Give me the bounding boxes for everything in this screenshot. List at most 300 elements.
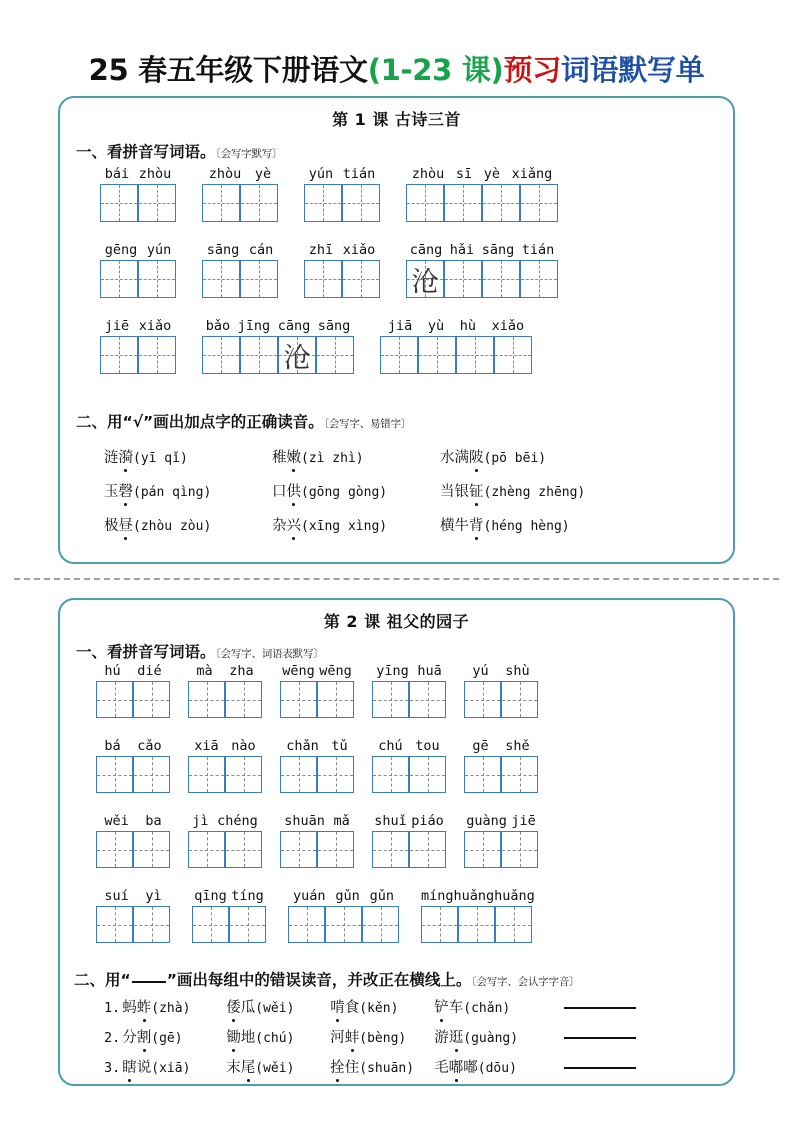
character-grid (280, 831, 354, 868)
pinyin-syllable: hú (104, 663, 121, 679)
grid-cell-empty[interactable] (133, 681, 170, 718)
pinyin-label (372, 663, 446, 680)
grid-cell-empty[interactable] (280, 756, 317, 793)
grid-cell-empty[interactable] (202, 336, 240, 374)
lesson1-choice-row-2 (104, 480, 608, 501)
lesson1-exercise1-label: 一、看拼音写词语。 (76, 143, 216, 161)
lesson2-word-row-3 (96, 813, 538, 868)
pinyin-label (188, 663, 262, 680)
character-grid (96, 681, 170, 718)
word-text: 住 (344, 1060, 360, 1076)
character-grid (406, 260, 558, 298)
reading-choice-item[interactable] (440, 480, 608, 501)
grid-cell-empty[interactable] (280, 681, 317, 718)
pinyin-word-group (421, 888, 535, 943)
dotted-character: 锄 (226, 1026, 241, 1047)
pinyin-syllable: nào (231, 738, 256, 754)
pinyin-syllable: hù (459, 318, 477, 334)
grid-cell-empty[interactable] (464, 831, 501, 868)
item-number: 2. (104, 1030, 121, 1046)
dotted-character: 漪 (119, 446, 134, 467)
word-text: 杂 (272, 518, 287, 534)
pinyin-label (288, 888, 399, 905)
lesson2-correction-row-3 (104, 1056, 636, 1077)
word-text: 稚 (272, 450, 287, 466)
grid-cell-empty[interactable] (501, 756, 538, 793)
word-text: 涟 (104, 450, 119, 466)
grid-cell-empty[interactable] (280, 831, 317, 868)
dotted-character: 铲 (434, 996, 449, 1017)
grid-cell-empty[interactable] (501, 681, 538, 718)
character-grid (406, 184, 558, 222)
pinyin-options[interactable]: (zhòu zòu) (133, 519, 212, 534)
character-grid (464, 756, 538, 793)
lesson1-exercise1-tag: 〔会写字默写〕 (215, 148, 283, 160)
character-grid (96, 831, 170, 868)
grid-cell-empty[interactable] (188, 681, 225, 718)
reading-choice-item[interactable] (122, 1026, 226, 1047)
character-grid (96, 756, 170, 793)
pinyin-syllable: jiā (387, 318, 413, 334)
pinyin-word-group (464, 738, 538, 793)
reading-choice-item[interactable] (122, 1056, 226, 1077)
lesson2-exercise2-heading (74, 968, 579, 990)
grid-cell-empty[interactable] (421, 906, 458, 943)
pinyin-word-group (96, 813, 170, 868)
pinyin-label (202, 242, 278, 259)
character-grid (202, 336, 354, 374)
grid-cell-empty[interactable] (96, 906, 133, 943)
pinyin-syllable: zhòu (138, 166, 172, 182)
pinyin-reading: (chú) (255, 1031, 295, 1046)
reading-choice-item[interactable] (440, 514, 608, 535)
pinyin-word-group (304, 166, 380, 222)
grid-cell-empty[interactable] (225, 681, 262, 718)
grid-cell-filled[interactable] (278, 336, 316, 374)
word-text: 玉 (104, 484, 119, 500)
lesson-1-card (58, 96, 735, 564)
grid-cell-empty[interactable] (494, 336, 532, 374)
word-text: 游 (434, 1030, 449, 1046)
pinyin-reading: (wěi) (255, 1061, 295, 1076)
pinyin-label (96, 738, 170, 755)
grid-cell-empty[interactable] (192, 906, 229, 943)
pinyin-syllable: qīng (194, 888, 227, 904)
pinyin-label (100, 166, 176, 183)
grid-cell-empty[interactable] (409, 681, 446, 718)
pinyin-syllable: bá (104, 738, 121, 754)
reading-choice-item[interactable] (434, 1056, 564, 1077)
lesson2-exercise1-tag: 〔会写字、词语表默写〕 (215, 648, 324, 660)
reading-choice-item[interactable] (330, 1026, 434, 1047)
pinyin-syllable: piáo (411, 813, 444, 829)
word-text: 水满 (440, 450, 469, 466)
pinyin-syllable: xiǎo (342, 242, 376, 258)
dotted-character: 逛 (449, 1026, 464, 1047)
pinyin-syllable: shuǐ (374, 813, 407, 829)
pinyin-syllable: cǎo (137, 738, 162, 754)
grid-cell-empty[interactable] (409, 831, 446, 868)
word-text: 极 (104, 518, 119, 534)
pinyin-word-group (372, 663, 446, 718)
pinyin-syllable: sāng (206, 242, 240, 258)
lesson1-exercise1-heading (76, 140, 282, 162)
reading-choice-item[interactable] (104, 514, 272, 535)
pinyin-word-group (96, 663, 170, 718)
answer-blank[interactable] (564, 1037, 636, 1039)
pinyin-syllable: zhī (308, 242, 334, 258)
grid-cell-empty[interactable] (133, 906, 170, 943)
grid-cell-empty[interactable] (138, 260, 176, 298)
pinyin-reading: (shuān) (359, 1061, 415, 1076)
grid-cell-empty[interactable] (100, 184, 138, 222)
pinyin-label (406, 242, 558, 259)
lesson2-word-row-4 (96, 888, 535, 943)
pinyin-word-group (280, 813, 354, 868)
word-text: 蚂 (122, 1000, 137, 1016)
grid-cell-empty[interactable] (202, 260, 240, 298)
lesson1-choice-row-3 (104, 514, 608, 535)
pinyin-syllable: gēng (104, 242, 138, 258)
grid-cell-empty[interactable] (380, 336, 418, 374)
reading-choice-item[interactable] (226, 1026, 330, 1047)
section-divider (14, 578, 779, 580)
pinyin-syllable: bái (104, 166, 130, 182)
pinyin-syllable: shě (505, 738, 530, 754)
reading-choice-item[interactable] (440, 446, 608, 467)
reading-choice-item[interactable] (434, 1026, 564, 1047)
grid-cell-empty[interactable] (240, 260, 278, 298)
pinyin-syllable: guàng (466, 813, 507, 829)
grid-cell-empty[interactable] (482, 260, 520, 298)
pinyin-options[interactable]: (yī qǐ) (133, 451, 188, 466)
character-grid (192, 906, 266, 943)
pinyin-word-group (406, 166, 558, 222)
pinyin-word-group (202, 242, 278, 298)
reading-choice-item[interactable] (104, 446, 272, 467)
grid-cell-filled[interactable] (406, 260, 444, 298)
pinyin-label (192, 888, 266, 905)
lesson2-exercise1-heading (76, 640, 324, 662)
character-grid (188, 756, 262, 793)
pinyin-syllable: dié (137, 663, 162, 679)
word-text: 车 (448, 1000, 464, 1016)
pinyin-label (372, 738, 446, 755)
word-text: 食 (344, 1000, 360, 1016)
grid-cell-empty[interactable] (188, 756, 225, 793)
grid-cell-empty[interactable] (372, 681, 409, 718)
pinyin-syllable: cāng (409, 242, 443, 258)
word-text: 口 (272, 484, 287, 500)
lesson-1-heading: 第 1 课 古诗三首 (332, 110, 461, 129)
dotted-character: 供 (287, 480, 302, 501)
pinyin-syllable: shù (505, 663, 530, 679)
pinyin-syllable: huǎng (494, 888, 535, 904)
pinyin-syllable: yún (308, 166, 334, 182)
pinyin-label (372, 813, 446, 830)
character-grid (304, 260, 380, 298)
pinyin-syllable: yè (254, 166, 272, 182)
pinyin-options[interactable]: (zì zhì) (301, 451, 364, 466)
word-text: 河 (330, 1030, 345, 1046)
pinyin-syllable: zhòu (208, 166, 242, 182)
pinyin-syllable: wěi (104, 813, 129, 829)
grid-cell-empty[interactable] (225, 831, 262, 868)
reading-choice-item[interactable] (272, 480, 440, 501)
lesson2-exercise1-label: 一、看拼音写词语。 (76, 643, 216, 661)
pinyin-reading: (kěn) (359, 1001, 399, 1016)
pinyin-word-group (192, 888, 266, 943)
grid-cell-empty[interactable] (520, 184, 558, 222)
grid-cell-empty[interactable] (418, 336, 456, 374)
grid-cell-empty[interactable] (444, 260, 482, 298)
grid-cell-empty[interactable] (406, 184, 444, 222)
pinyin-syllable: chǎn (286, 738, 319, 754)
pinyin-syllable: cán (248, 242, 274, 258)
lesson1-exercise2-tag: 〔会写字、易错字〕 (323, 418, 412, 430)
lesson2-exercise2-label-b: ”画出每组中的错误读音，并改正在横线上。 (166, 971, 472, 989)
pinyin-syllable: sāng (481, 242, 515, 258)
character-grid (188, 681, 262, 718)
grid-cell-empty[interactable] (96, 681, 133, 718)
pinyin-label (96, 813, 170, 830)
dotted-character: 倭 (226, 996, 241, 1017)
pinyin-label (96, 888, 170, 905)
lesson1-word-row-2 (100, 242, 558, 298)
pinyin-word-group (406, 242, 558, 298)
pinyin-syllable: mǎ (333, 813, 350, 829)
pinyin-label (202, 166, 278, 183)
pinyin-word-group (96, 888, 170, 943)
character-grid (280, 756, 354, 793)
reading-choice-item[interactable] (272, 446, 440, 467)
grid-cell-empty[interactable] (317, 756, 354, 793)
grid-cell-empty[interactable] (188, 831, 225, 868)
pinyin-syllable: xiǎo (491, 318, 525, 334)
pinyin-word-group (280, 663, 354, 718)
lesson1-exercise2-heading (76, 410, 411, 432)
check-mark-glyph: “√” (122, 413, 154, 431)
pinyin-syllable: shuān (284, 813, 325, 829)
grid-cell-empty[interactable] (133, 831, 170, 868)
character-grid (100, 336, 176, 374)
pinyin-syllable: yīng (376, 663, 409, 679)
lesson2-word-row-2 (96, 738, 538, 793)
grid-cell-empty[interactable] (96, 756, 133, 793)
pinyin-options[interactable]: (gōng gòng) (301, 485, 388, 500)
reading-choice-item[interactable] (272, 514, 440, 535)
grid-cell-empty[interactable] (409, 756, 446, 793)
grid-cell-empty[interactable] (100, 260, 138, 298)
word-text: 嘟 (463, 1060, 478, 1076)
pinyin-reading: (guàng) (463, 1031, 519, 1046)
dotted-character: 嫩 (287, 446, 302, 467)
grid-cell-empty[interactable] (317, 681, 354, 718)
pinyin-syllable: jīng (237, 318, 271, 334)
pinyin-options[interactable]: (pán qìng) (133, 485, 212, 500)
grid-cell-empty[interactable] (202, 184, 240, 222)
pinyin-syllable: yún (146, 242, 172, 258)
lesson2-correction-row-1 (104, 996, 636, 1017)
pinyin-syllable: jiē (104, 318, 130, 334)
pinyin-label (96, 663, 170, 680)
grid-cell-empty[interactable] (362, 906, 399, 943)
grid-cell-empty[interactable] (495, 906, 532, 943)
lesson1-word-row-3 (100, 318, 532, 374)
grid-cell-empty[interactable] (96, 831, 133, 868)
grid-cell-empty[interactable] (464, 756, 501, 793)
dotted-character: 割 (137, 1026, 152, 1047)
grid-cell-empty[interactable] (464, 681, 501, 718)
pinyin-reading: (xiā) (151, 1061, 191, 1076)
reading-choice-item[interactable] (104, 480, 272, 501)
pinyin-syllable: xiā (194, 738, 219, 754)
lesson1-exercise2-label-a: 二、用 (76, 413, 123, 431)
word-text: 横牛 (440, 518, 469, 534)
pinyin-label (304, 166, 380, 183)
reading-choice-item[interactable] (330, 996, 434, 1017)
pinyin-label (421, 888, 535, 905)
pinyin-word-group (96, 738, 170, 793)
pinyin-options[interactable]: (xīng xìng) (301, 519, 388, 534)
pinyin-word-group (202, 318, 354, 374)
pinyin-syllable: jiē (511, 813, 536, 829)
pinyin-syllable: xiǎng (511, 166, 553, 182)
grid-cell-empty[interactable] (304, 260, 342, 298)
grid-cell-empty[interactable] (304, 184, 342, 222)
lesson-2-heading: 第 2 课 祖父的园子 (323, 612, 470, 631)
grid-cell-empty[interactable] (520, 260, 558, 298)
grid-cell-empty[interactable] (229, 906, 266, 943)
lesson2-exercise2-quote-open: “ (120, 971, 131, 989)
pinyin-options[interactable]: (héng hèng) (483, 519, 570, 534)
pinyin-word-group (100, 242, 176, 298)
grid-cell-empty[interactable] (325, 906, 362, 943)
pinyin-syllable: zhòu (411, 166, 445, 182)
grid-cell-empty[interactable] (138, 184, 176, 222)
grid-cell-empty[interactable] (501, 831, 538, 868)
pinyin-syllable: wēng (282, 663, 315, 679)
dotted-character: 啃 (330, 996, 345, 1017)
pinyin-syllable: tǔ (331, 738, 348, 754)
pinyin-syllable: sāng (317, 318, 351, 334)
dotted-character: 拴 (330, 1056, 345, 1077)
grid-cell-empty[interactable] (240, 184, 278, 222)
lesson-2-card (58, 598, 735, 1086)
pinyin-syllable: chú (378, 738, 403, 754)
lesson2-exercise2-label-a: 二、用 (74, 971, 121, 989)
word-text: 末 (226, 1060, 241, 1076)
grid-cell-empty[interactable] (342, 260, 380, 298)
pinyin-syllable: tián (521, 242, 555, 258)
word-text: 说 (136, 1060, 152, 1076)
lesson2-correction-row-2 (104, 1026, 636, 1047)
pinyin-label (380, 318, 532, 335)
pinyin-label (464, 738, 538, 755)
answer-blank[interactable] (564, 1007, 636, 1009)
prefilled-character: 沧 (283, 342, 311, 374)
reading-choice-item[interactable] (226, 1056, 330, 1077)
reading-choice-item[interactable] (122, 996, 226, 1017)
word-text: 地 (240, 1030, 256, 1046)
pinyin-syllable: yú (472, 663, 489, 679)
character-grid (304, 184, 380, 222)
pinyin-syllable: jì (192, 813, 209, 829)
reading-choice-item[interactable] (434, 996, 564, 1017)
answer-blank[interactable] (564, 1067, 636, 1069)
reading-choice-item[interactable] (226, 996, 330, 1017)
pinyin-syllable: míng (421, 888, 454, 904)
reading-choice-item[interactable] (330, 1056, 434, 1077)
dotted-character: 蚌 (345, 1026, 360, 1047)
grid-cell-empty[interactable] (138, 336, 176, 374)
grid-cell-empty[interactable] (372, 756, 409, 793)
pinyin-word-group (464, 813, 538, 868)
pinyin-label (280, 813, 354, 830)
pinyin-word-group (372, 738, 446, 793)
grid-cell-empty[interactable] (458, 906, 495, 943)
grid-cell-empty[interactable] (133, 756, 170, 793)
grid-cell-empty[interactable] (456, 336, 494, 374)
character-grid (188, 831, 262, 868)
pinyin-syllable: yè (483, 166, 500, 182)
grid-cell-empty[interactable] (225, 756, 262, 793)
character-grid (96, 906, 170, 943)
pinyin-word-group (100, 318, 176, 374)
pinyin-syllable: tián (342, 166, 376, 182)
pinyin-options[interactable]: (zhèng zhēng) (483, 485, 586, 500)
word-text: 分 (122, 1030, 137, 1046)
pinyin-syllable: bǎo (205, 318, 231, 334)
dotted-character: 磬 (119, 480, 134, 501)
grid-cell-empty[interactable] (288, 906, 325, 943)
grid-cell-empty[interactable] (317, 831, 354, 868)
lesson1-choice-row-1 (104, 446, 608, 467)
pinyin-label (188, 738, 262, 755)
pinyin-word-group (288, 888, 399, 943)
lesson1-word-row-1 (100, 166, 558, 222)
character-grid (280, 681, 354, 718)
pinyin-syllable: yì (145, 888, 162, 904)
grid-cell-empty[interactable] (342, 184, 380, 222)
pinyin-label (304, 242, 380, 259)
pinyin-word-group (464, 663, 538, 718)
pinyin-label (202, 318, 354, 335)
character-grid (372, 681, 446, 718)
pinyin-options[interactable]: (pō bēi) (483, 451, 547, 466)
pinyin-syllable: tíng (231, 888, 264, 904)
character-grid (202, 184, 278, 222)
grid-cell-empty[interactable] (240, 336, 278, 374)
prefilled-character: 沧 (411, 266, 439, 298)
grid-cell-empty[interactable] (444, 184, 482, 222)
pinyin-word-group (380, 318, 532, 374)
character-grid (202, 260, 278, 298)
pinyin-syllable: suí (104, 888, 129, 904)
character-grid (288, 906, 399, 943)
pinyin-word-group (188, 663, 262, 718)
pinyin-word-group (304, 242, 380, 298)
character-grid (100, 260, 176, 298)
grid-cell-empty[interactable] (482, 184, 520, 222)
pinyin-syllable: tou (415, 738, 440, 754)
grid-cell-empty[interactable] (100, 336, 138, 374)
grid-cell-empty[interactable] (372, 831, 409, 868)
pinyin-syllable: hǎi (449, 242, 475, 258)
grid-cell-empty[interactable] (316, 336, 354, 374)
pinyin-syllable: gǔn (335, 888, 360, 904)
pinyin-reading: (zhà) (151, 1001, 191, 1016)
